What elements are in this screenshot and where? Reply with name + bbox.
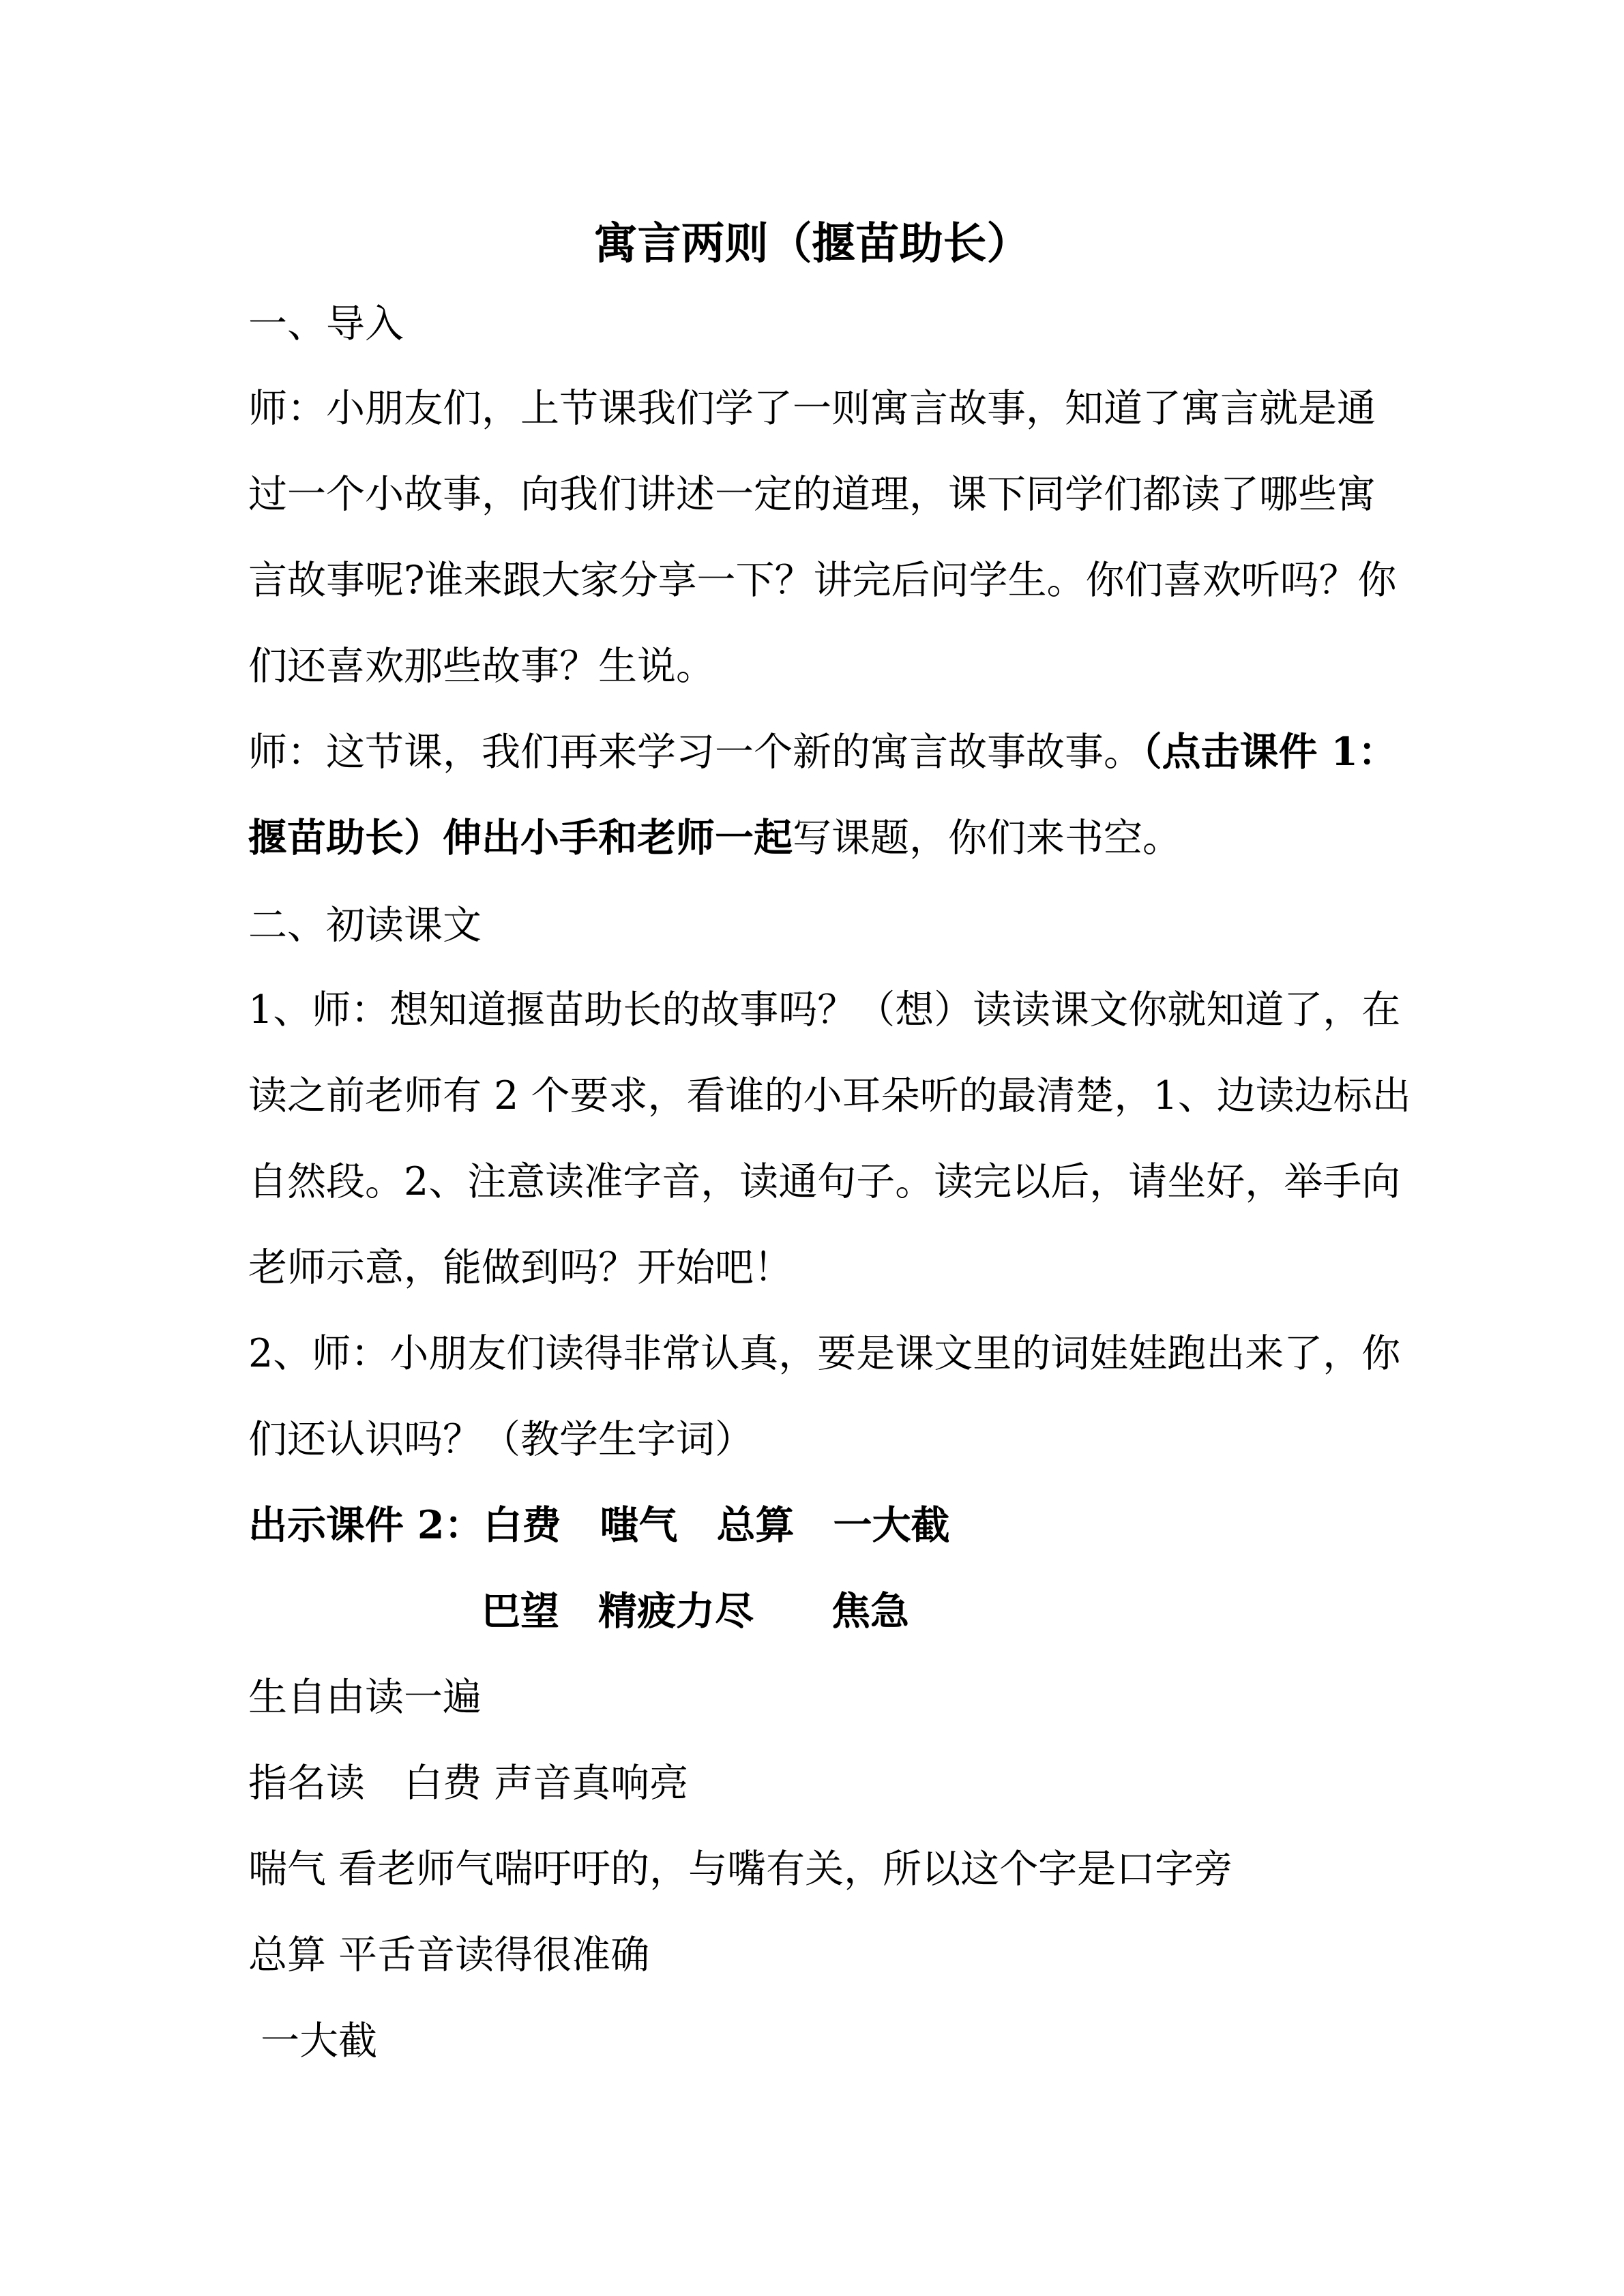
paragraph-line: 生自由读一遍 bbox=[248, 1675, 482, 1720]
paragraph-line: 一大截 bbox=[248, 2018, 378, 2063]
paragraph-line: 1、师：想知道揠苗助长的故事吗？（想）读读课文你就知道了，在 bbox=[248, 987, 1401, 1032]
paragraph-line: 师：小朋友们，上节课我们学了一则寓言故事，知道了寓言就是通 bbox=[248, 386, 1376, 431]
section-heading-intro: 一、导入 bbox=[248, 301, 404, 346]
paragraph-line: 指名读 白费 声音真响亮 bbox=[248, 1761, 689, 1806]
bold-courseware-note: 揠苗助长）伸出小手和老师一起 bbox=[248, 815, 793, 861]
paragraph-line: 过一个小故事，向我们讲述一定的道理，课下同学们都读了哪些寓 bbox=[248, 472, 1376, 517]
section-heading-reading: 二、初读课文 bbox=[248, 903, 482, 948]
paragraph-line: 2、师：小朋友们读得非常认真，要是课文里的词娃娃跑出来了，你 bbox=[248, 1331, 1401, 1376]
courseware-word-list-row2: 巴望 精疲力尽 焦急 bbox=[482, 1588, 909, 1634]
paragraph-line: 们还喜欢那些故事？生说。 bbox=[248, 644, 715, 689]
paragraph-line bbox=[248, 814, 1181, 862]
courseware-word-list: 出示课件 2：白费 嗤气 总算 一大截 bbox=[248, 1502, 950, 1548]
paragraph-line: 总算 平舌音读得很准确 bbox=[248, 1933, 650, 1978]
bold-courseware-note: （点击课件 1： bbox=[1142, 729, 1398, 775]
paragraph-line: 言故事呢?谁来跟大家分享一下？讲完后问学生。你们喜欢听吗？你 bbox=[248, 558, 1397, 603]
paragraph-line: 老师示意，能做到吗？开始吧！ bbox=[248, 1245, 793, 1290]
paragraph-line: 们还认识吗？（教学生字词） bbox=[248, 1417, 754, 1462]
paragraph-line: 自然段。2、注意读准字音，读通句子。读完以后，请坐好，举手向 bbox=[248, 1159, 1401, 1204]
page-title: 寓言两则（揠苗助长） bbox=[593, 218, 1031, 269]
paragraph-line: 喘气 看老师气喘吁吁的，与嘴有关，所以这个字是口字旁 bbox=[248, 1847, 1233, 1892]
paragraph-text: 师：这节课，我们再来学习一个新的寓言故事故事。 bbox=[248, 730, 1142, 775]
paragraph-text: 写课题，你们来书空。 bbox=[793, 816, 1181, 861]
paragraph-line bbox=[248, 728, 1397, 776]
paragraph-line: 读之前老师有 2 个要求，看谁的小耳朵听的最清楚，1、边读边标出 bbox=[248, 1073, 1411, 1118]
